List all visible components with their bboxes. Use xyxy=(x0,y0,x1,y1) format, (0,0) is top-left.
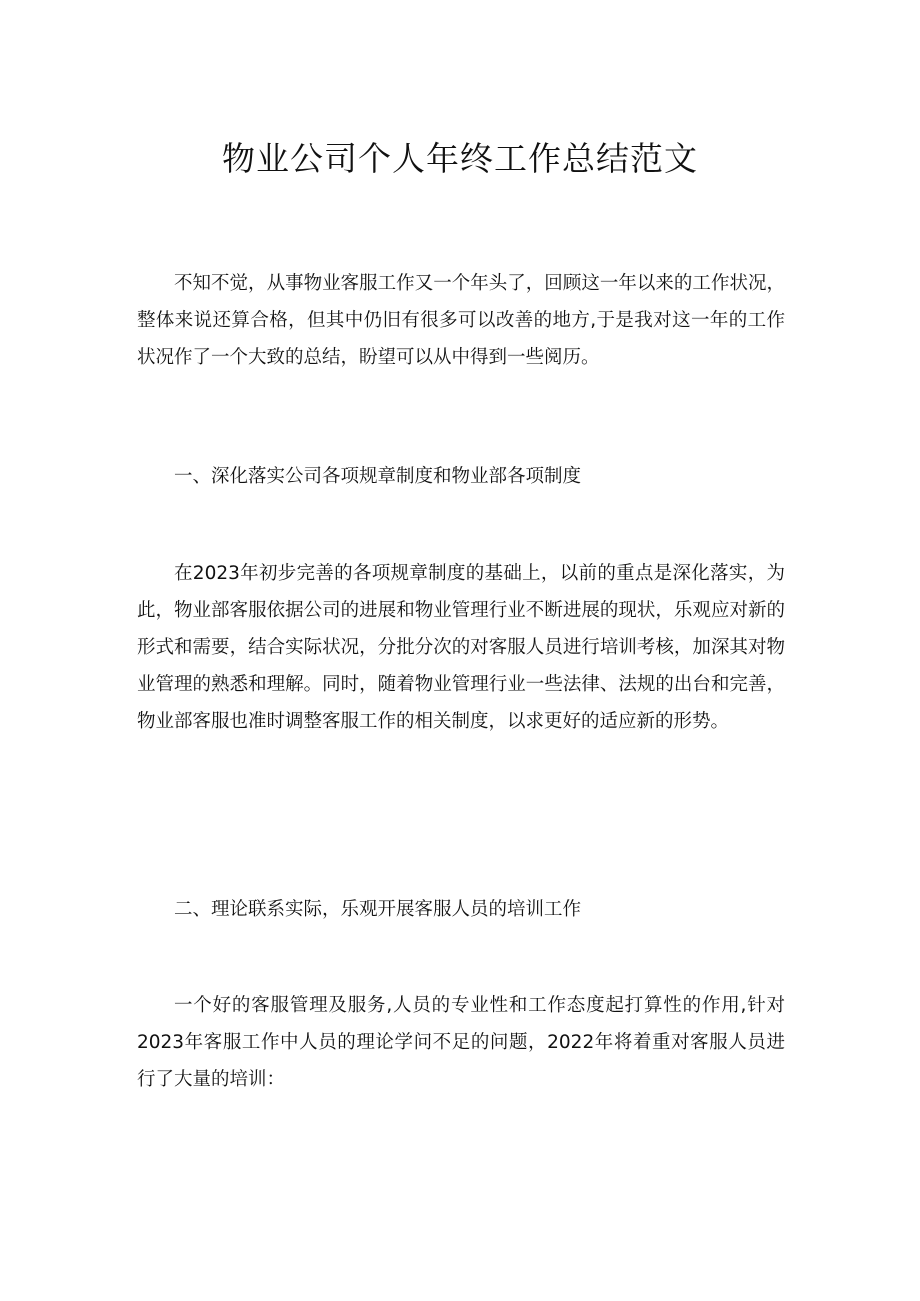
section-1-paragraph: 在2023年初步完善的各项规章制度的基础上，以前的重点是深化落实，为此，物业部客服依据公司的进展和物业管理行业不断进展的现状，乐观应对新的形式和需要，结合实际状况，分批分次的对客服人员进行培训考核，加深其对物业管理的熟悉和理解。同时，随着物业管理行业一些法律、法规的出台和完善，物业部客服也准时调整客服工作的相关制度，以求更好的适应新的形势。 xyxy=(137,563,785,732)
document-title: 物业公司个人年终工作总结范文 xyxy=(222,139,698,178)
section-heading-1: 一、深化落实公司各项规章制度和物业部各项制度 xyxy=(174,466,582,487)
intro-paragraph: 不知不觉，从事物业客服工作又一个年头了，回顾这一年以来的工作状况，整体来说还算合格，但其中仍旧有很多可以改善的地方,于是我对这一年的工作状况作了一个大致的总结，盼望可以从中得到一些阅历。 xyxy=(137,273,785,368)
section-heading-2: 二、理论联系实际，乐观开展客服人员的培训工作 xyxy=(174,899,582,920)
section-2-paragraph: 一个好的客服管理及服务,人员的专业性和工作态度起打算性的作用,针对2023年客服工作中人员的理论学问不足的问题，2022年将着重对客服人员进行了大量的培训： xyxy=(137,995,785,1090)
